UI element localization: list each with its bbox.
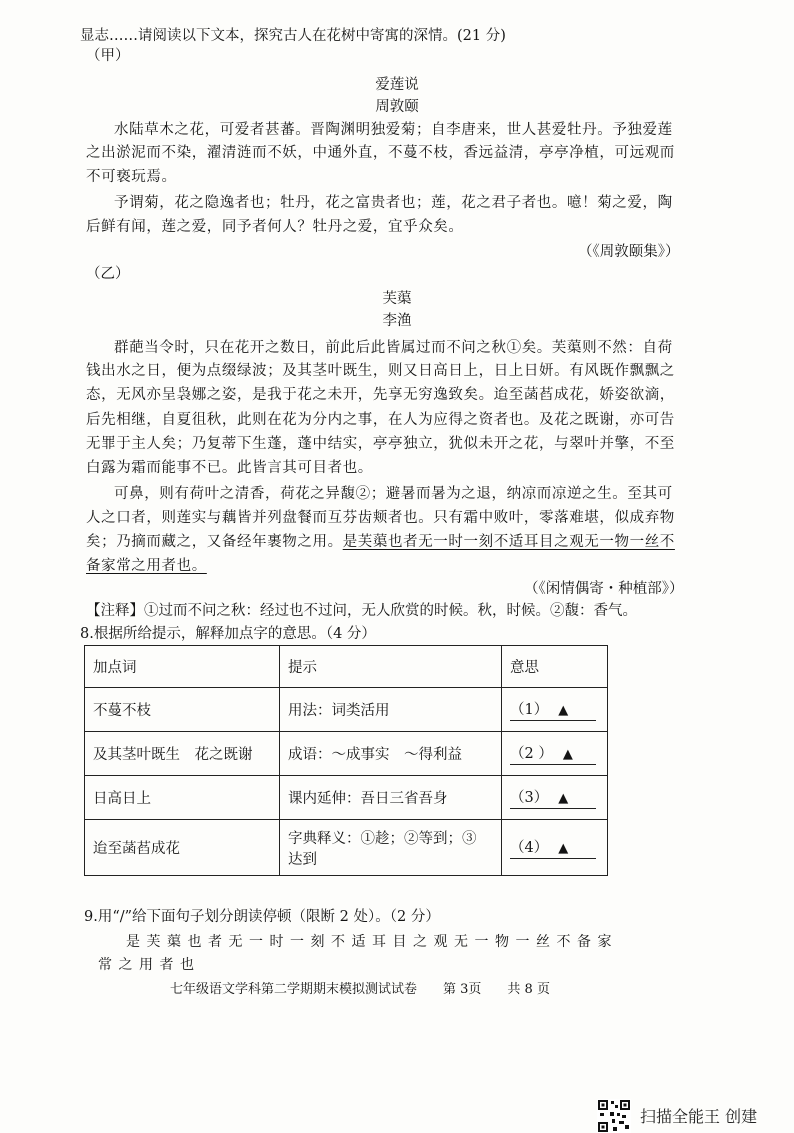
underlined-sentence-part1: 是芙蕖也者无一时一刻不适耳目之观无一物一丝不 [342, 534, 675, 550]
header-word: 加点词 [85, 646, 280, 688]
hint-cell: 字典释义：①趁；②等到；③ 达到 [280, 820, 502, 876]
triangle-icon: ▲ [558, 791, 569, 806]
passage-jia-marker: （甲） [86, 48, 130, 64]
passage-jia-line: 之出淤泥而不染，濯清涟而不妖，中通外直，不蔓不枝，香远益清，亭亭净植，可远观而 [86, 145, 675, 161]
passage-jia-line: 予谓菊，花之隐逸者也；牡丹，花之富贵者也；莲，花之君子者也。噫！菊之爱，陶 [114, 195, 673, 211]
passage-yi-line: 后先相继，自夏徂秋，此则在花为分内之事，在人为应得之资者也。及花之既谢，亦可告 [86, 412, 675, 428]
passage-yi-line: 态，无风亦呈袅娜之姿，是我于花之未开，先享无穷逸致矣。迨至菡萏成花，娇姿欲滴， [86, 387, 675, 403]
passage-yi-line [86, 532, 675, 552]
passage-jia-line: 不可亵玩焉。 [86, 169, 177, 185]
passage-yi-line: 无罪于主人矣；乃复蒂下生蓬，蓬中结实，亭亭独立，犹似未开之花，与翠叶并擎，不至 [86, 436, 675, 452]
qr-code-icon [597, 1099, 631, 1133]
word-cell: 不蔓不枝 [85, 688, 280, 732]
word-cell: 及其茎叶既生 花之既谢 [85, 732, 280, 776]
underlined-sentence-part2: 备家常之用者也。 [86, 558, 207, 574]
passage-jia-title: 爱莲说 [375, 77, 419, 93]
meaning-cell[interactable] [502, 776, 608, 820]
question-9-sentence-line1[interactable]: 是芙蕖也者无一时一刻不适耳目之观无一物一丝不备家 [126, 934, 618, 950]
meaning-cell[interactable] [502, 732, 608, 776]
question-9-prompt: 9.用“/”给下面句子划分朗读停顿（限断 2 处）。（2 分） [84, 909, 440, 925]
triangle-icon: ▲ [562, 747, 573, 762]
table-row [85, 732, 608, 776]
triangle-icon: ▲ [558, 703, 569, 718]
passage-yi-line: 群葩当令时，只在花开之数日，前此后此皆属过而不问之秋①矣。芙蕖则不然：自荷 [114, 340, 673, 356]
meaning-cell[interactable] [502, 688, 608, 732]
hint-cell: 用法：词类活用 [280, 688, 502, 732]
answer-blank[interactable]: （3） ▲ [510, 786, 596, 809]
passage-jia-line: 后鲜有闻，莲之爱，同予者何人？牡丹之爱，宜乎众矣。 [86, 219, 464, 235]
passage-jia-line: 水陆草木之花，可爱者甚蕃。晋陶渊明独爱菊；自李唐来，世人甚爱牡丹。予独爱莲 [114, 122, 673, 138]
annotation-notes: 【注释】①过而不问之秋：经过也不过问，无人欣赏的时候。秋，时候。②馥：香气。 [86, 603, 637, 619]
passage-yi-author: 李渔 [382, 313, 412, 329]
header-hint: 提示 [280, 646, 502, 688]
page-footer: 七年级语文学科第二学期期末模拟测试试卷 第 3页 共 8 页 [170, 982, 550, 997]
intro-line: 显志……请阅读以下文本，探究古人在花树中寄寓的深情。(21 分) [80, 28, 506, 44]
passage-yi-source: （《闲情偶寄・种植部》） [524, 581, 684, 597]
answer-blank[interactable]: （4） ▲ [510, 836, 596, 859]
passage-yi-line: 可鼻，则有荷叶之清香，荷花之异馥②；避暑而暑为之退，纳凉而凉逆之生。至其可 [114, 486, 673, 502]
question-9-sentence-line2[interactable]: 常之用者也 [98, 957, 201, 973]
meaning-cell[interactable] [502, 820, 608, 876]
passage-jia-author: 周敦颐 [375, 99, 419, 115]
scanner-brand-label: 扫描全能王 创建 [640, 1107, 758, 1126]
passage-yi-line: 人之口者，则莲实与藕皆并列盘餐而互芬齿颊者也。只有霜中败叶，零落难堪，似成弃物 [86, 510, 675, 526]
header-meaning: 意思 [502, 646, 608, 688]
passage-yi-line: 白露为霜而能事不已。此皆言其可目者也。 [86, 460, 373, 476]
question-8-prompt: 8.根据所给提示，解释加点字的意思。（4 分） [80, 626, 376, 642]
passage-yi-title: 芙蕖 [382, 291, 412, 307]
table-header-row [85, 646, 608, 688]
passage-yi-line-start: 矣；乃摘而藏之，又备经年裹物之用。 [86, 534, 343, 550]
answer-blank[interactable]: （2 ） ▲ [510, 742, 596, 765]
table-row [85, 776, 608, 820]
triangle-icon: ▲ [558, 841, 569, 856]
word-cell: 日高日上 [85, 776, 280, 820]
question-8-table [84, 645, 608, 876]
table-row [85, 820, 608, 876]
table-row [85, 688, 608, 732]
hint-cell: 课内延伸：吾日三省吾身 [280, 776, 502, 820]
passage-jia-source: （《周敦颐集》） [578, 244, 680, 260]
hint-cell: 成语：～成事实 ～得利益 [280, 732, 502, 776]
word-cell: 迨至菡萏成花 [85, 820, 280, 876]
answer-blank[interactable]: （1） ▲ [510, 698, 596, 721]
passage-yi-marker: （乙） [86, 266, 130, 282]
passage-yi-line: 钱出水之日，便为点缀绿波；及其茎叶既生，则又日高日上，日上日妍。有风既作飘飘之 [86, 363, 675, 379]
